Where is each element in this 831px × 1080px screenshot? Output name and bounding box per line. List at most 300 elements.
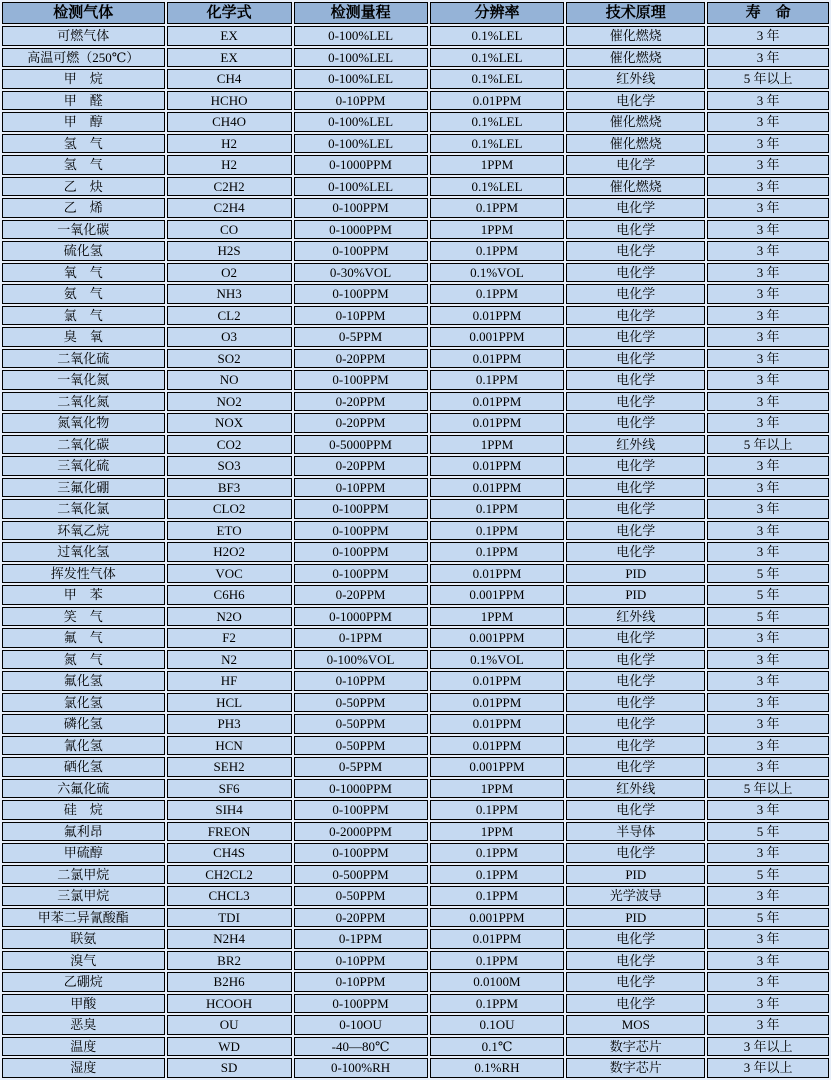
cell-formula: ETO: [167, 521, 292, 541]
cell-formula: C2H2: [167, 177, 292, 197]
table-row: [2, 499, 829, 519]
cell-range: 0-5PPM: [294, 757, 428, 777]
cell-principle: PID: [566, 585, 705, 605]
cell-range: 0-50PPM: [294, 886, 428, 906]
cell-range: 0-500PPM: [294, 865, 428, 885]
cell-gas-name: 氟 气: [2, 628, 165, 648]
table-row: [2, 865, 829, 885]
cell-range: 0-100PPM: [294, 241, 428, 261]
cell-principle: 电化学: [566, 972, 705, 992]
cell-lifespan: 3 年: [707, 134, 829, 154]
cell-resolution: 1PPM: [430, 779, 565, 799]
cell-formula: H2O2: [167, 542, 292, 562]
cell-gas-name: 臭 氧: [2, 327, 165, 347]
column-header-3: 检测量程: [294, 2, 428, 24]
cell-resolution: 0.1PPM: [430, 542, 565, 562]
cell-formula: EX: [167, 48, 292, 68]
cell-lifespan: 3 年: [707, 48, 829, 68]
cell-lifespan: 3 年: [707, 542, 829, 562]
table-row: [2, 650, 829, 670]
cell-principle: 红外线: [566, 435, 705, 455]
cell-formula: WD: [167, 1037, 292, 1057]
table-row: [2, 585, 829, 605]
cell-range: 0-100PPM: [294, 843, 428, 863]
table-row: [2, 1015, 829, 1035]
cell-formula: SF6: [167, 779, 292, 799]
cell-gas-name: 二氧化硫: [2, 349, 165, 369]
cell-formula: N2O: [167, 607, 292, 627]
cell-range: 0-100%LEL: [294, 177, 428, 197]
cell-resolution: 0.01PPM: [430, 306, 565, 326]
cell-resolution: 0.1℃: [430, 1037, 565, 1057]
cell-range: 0-10PPM: [294, 951, 428, 971]
cell-formula: OU: [167, 1015, 292, 1035]
cell-range: 0-50PPM: [294, 736, 428, 756]
cell-resolution: 0.01PPM: [430, 929, 565, 949]
cell-resolution: 0.001PPM: [430, 757, 565, 777]
cell-principle: PID: [566, 865, 705, 885]
cell-resolution: 0.01PPM: [430, 392, 565, 412]
cell-formula: NH3: [167, 284, 292, 304]
cell-lifespan: 3 年: [707, 800, 829, 820]
cell-gas-name: 温度: [2, 1037, 165, 1057]
cell-principle: PID: [566, 908, 705, 928]
cell-gas-name: 硫化氢: [2, 241, 165, 261]
cell-formula: H2S: [167, 241, 292, 261]
cell-formula: BR2: [167, 951, 292, 971]
cell-principle: 数字芯片: [566, 1058, 705, 1078]
cell-lifespan: 3 年: [707, 112, 829, 132]
table-row: [2, 564, 829, 584]
cell-range: 0-30%VOL: [294, 263, 428, 283]
cell-lifespan: 5 年: [707, 564, 829, 584]
cell-lifespan: 3 年: [707, 456, 829, 476]
cell-range: 0-50PPM: [294, 714, 428, 734]
cell-formula: CO: [167, 220, 292, 240]
cell-range: 0-1000PPM: [294, 779, 428, 799]
table-row: [2, 456, 829, 476]
cell-range: 0-100PPM: [294, 800, 428, 820]
cell-range: 0-10PPM: [294, 306, 428, 326]
cell-gas-name: 乙 烯: [2, 198, 165, 218]
table-row: [2, 607, 829, 627]
cell-principle: 电化学: [566, 220, 705, 240]
cell-gas-name: 二氯甲烷: [2, 865, 165, 885]
table-row: [2, 843, 829, 863]
cell-principle: 红外线: [566, 69, 705, 89]
column-header-6: 寿 命: [707, 2, 829, 24]
column-header-2: 化学式: [167, 2, 292, 24]
cell-lifespan: 3 年: [707, 263, 829, 283]
cell-resolution: 0.01PPM: [430, 736, 565, 756]
cell-principle: 催化燃烧: [566, 26, 705, 46]
cell-resolution: 1PPM: [430, 220, 565, 240]
cell-gas-name: 高温可燃（250℃）: [2, 48, 165, 68]
cell-lifespan: 5 年: [707, 585, 829, 605]
cell-principle: 电化学: [566, 929, 705, 949]
cell-range: 0-100%LEL: [294, 112, 428, 132]
cell-resolution: 0.01PPM: [430, 671, 565, 691]
table-row: [2, 800, 829, 820]
cell-lifespan: 3 年: [707, 155, 829, 175]
table-row: [2, 220, 829, 240]
table-row: [2, 478, 829, 498]
cell-formula: CH4S: [167, 843, 292, 863]
table-row: [2, 91, 829, 111]
cell-lifespan: 3 年: [707, 91, 829, 111]
cell-gas-name: 乙硼烷: [2, 972, 165, 992]
cell-range: 0-20PPM: [294, 456, 428, 476]
cell-gas-name: 甲 醇: [2, 112, 165, 132]
cell-resolution: 1PPM: [430, 435, 565, 455]
cell-formula: BF3: [167, 478, 292, 498]
cell-principle: 电化学: [566, 542, 705, 562]
cell-resolution: 0.001PPM: [430, 628, 565, 648]
cell-gas-name: 联氨: [2, 929, 165, 949]
cell-gas-name: 挥发性气体: [2, 564, 165, 584]
cell-resolution: 0.1PPM: [430, 843, 565, 863]
cell-resolution: 0.1%LEL: [430, 69, 565, 89]
cell-principle: 电化学: [566, 843, 705, 863]
cell-gas-name: 二氧化碳: [2, 435, 165, 455]
cell-principle: 电化学: [566, 951, 705, 971]
cell-formula: HF: [167, 671, 292, 691]
cell-gas-name: 甲酸: [2, 994, 165, 1014]
cell-principle: 电化学: [566, 91, 705, 111]
cell-range: 0-100%LEL: [294, 134, 428, 154]
cell-lifespan: 3 年: [707, 284, 829, 304]
cell-resolution: 0.001PPM: [430, 327, 565, 347]
cell-gas-name: 三氟化硼: [2, 478, 165, 498]
cell-formula: SD: [167, 1058, 292, 1078]
cell-principle: 电化学: [566, 370, 705, 390]
cell-lifespan: 3 年: [707, 499, 829, 519]
cell-resolution: 0.01PPM: [430, 478, 565, 498]
table-row: [2, 779, 829, 799]
column-header-1: 检测气体: [2, 2, 165, 24]
cell-gas-name: 一氧化氮: [2, 370, 165, 390]
cell-lifespan: 3 年: [707, 392, 829, 412]
cell-lifespan: 3 年: [707, 628, 829, 648]
cell-lifespan: 3 年: [707, 306, 829, 326]
table-row: [2, 392, 829, 412]
cell-gas-name: 恶臭: [2, 1015, 165, 1035]
table-row: [2, 886, 829, 906]
cell-lifespan: 3 年: [707, 994, 829, 1014]
table-row: [2, 542, 829, 562]
cell-lifespan: 5 年: [707, 865, 829, 885]
table-row: [2, 370, 829, 390]
cell-principle: 电化学: [566, 521, 705, 541]
cell-resolution: 0.1PPM: [430, 521, 565, 541]
cell-range: 0-100PPM: [294, 198, 428, 218]
table-row: [2, 284, 829, 304]
cell-range: 0-10PPM: [294, 91, 428, 111]
cell-lifespan: 3 年: [707, 929, 829, 949]
cell-lifespan: 3 年: [707, 478, 829, 498]
cell-gas-name: 氨 气: [2, 284, 165, 304]
cell-principle: 电化学: [566, 628, 705, 648]
cell-lifespan: 3 年: [707, 220, 829, 240]
cell-range: 0-100%LEL: [294, 69, 428, 89]
cell-gas-name: 乙 炔: [2, 177, 165, 197]
cell-gas-name: 硒化氢: [2, 757, 165, 777]
cell-principle: 电化学: [566, 757, 705, 777]
cell-lifespan: 5 年: [707, 607, 829, 627]
cell-formula: CH4O: [167, 112, 292, 132]
cell-resolution: 0.1%LEL: [430, 48, 565, 68]
cell-gas-name: 甲 醛: [2, 91, 165, 111]
cell-gas-name: 硅 烷: [2, 800, 165, 820]
table-header: [2, 2, 829, 24]
cell-gas-name: 笑 气: [2, 607, 165, 627]
cell-lifespan: 3 年: [707, 886, 829, 906]
cell-principle: 催化燃烧: [566, 134, 705, 154]
cell-lifespan: 3 年: [707, 327, 829, 347]
cell-range: 0-20PPM: [294, 413, 428, 433]
cell-lifespan: 3 年: [707, 693, 829, 713]
cell-principle: MOS: [566, 1015, 705, 1035]
cell-principle: 电化学: [566, 800, 705, 820]
cell-formula: CL2: [167, 306, 292, 326]
cell-formula: SEH2: [167, 757, 292, 777]
cell-principle: 数字芯片: [566, 1037, 705, 1057]
cell-range: 0-20PPM: [294, 585, 428, 605]
cell-lifespan: 5 年以上: [707, 779, 829, 799]
cell-principle: 电化学: [566, 306, 705, 326]
cell-resolution: 1PPM: [430, 822, 565, 842]
table-row: [2, 929, 829, 949]
cell-lifespan: 3 年: [707, 1015, 829, 1035]
cell-formula: NOX: [167, 413, 292, 433]
cell-formula: SO3: [167, 456, 292, 476]
cell-formula: CH2CL2: [167, 865, 292, 885]
cell-gas-name: 甲硫醇: [2, 843, 165, 863]
cell-gas-name: 甲 烷: [2, 69, 165, 89]
cell-formula: FREON: [167, 822, 292, 842]
cell-resolution: 0.1PPM: [430, 994, 565, 1014]
cell-range: 0-1000PPM: [294, 220, 428, 240]
cell-principle: 电化学: [566, 499, 705, 519]
table-row: [2, 134, 829, 154]
cell-range: -40—80℃: [294, 1037, 428, 1057]
cell-principle: 电化学: [566, 241, 705, 261]
table-row: [2, 241, 829, 261]
cell-gas-name: 氮 气: [2, 650, 165, 670]
cell-formula: H2: [167, 134, 292, 154]
cell-range: 0-100%RH: [294, 1058, 428, 1078]
cell-resolution: 0.01PPM: [430, 714, 565, 734]
cell-gas-name: 环氧乙烷: [2, 521, 165, 541]
cell-principle: 电化学: [566, 155, 705, 175]
cell-range: 0-20PPM: [294, 908, 428, 928]
cell-range: 0-10OU: [294, 1015, 428, 1035]
cell-lifespan: 3 年: [707, 241, 829, 261]
cell-gas-name: 六氟化硫: [2, 779, 165, 799]
cell-resolution: 0.1PPM: [430, 284, 565, 304]
cell-range: 0-10PPM: [294, 671, 428, 691]
cell-formula: SO2: [167, 349, 292, 369]
cell-lifespan: 5 年以上: [707, 435, 829, 455]
cell-formula: NO2: [167, 392, 292, 412]
cell-range: 0-100%LEL: [294, 48, 428, 68]
cell-resolution: 0.01PPM: [430, 693, 565, 713]
cell-gas-name: 氯 气: [2, 306, 165, 326]
cell-principle: 半导体: [566, 822, 705, 842]
cell-formula: O2: [167, 263, 292, 283]
cell-formula: PH3: [167, 714, 292, 734]
cell-range: 0-100PPM: [294, 994, 428, 1014]
table-row: [2, 714, 829, 734]
cell-resolution: 0.1%VOL: [430, 263, 565, 283]
cell-lifespan: 3 年: [707, 26, 829, 46]
cell-lifespan: 3 年: [707, 413, 829, 433]
table-row: [2, 671, 829, 691]
cell-formula: F2: [167, 628, 292, 648]
cell-gas-name: 溴气: [2, 951, 165, 971]
cell-formula: HCHO: [167, 91, 292, 111]
cell-resolution: 0.1%LEL: [430, 112, 565, 132]
cell-formula: CHCL3: [167, 886, 292, 906]
cell-range: 0-1000PPM: [294, 607, 428, 627]
cell-formula: CH4: [167, 69, 292, 89]
table-row: [2, 48, 829, 68]
table-row: [2, 435, 829, 455]
cell-lifespan: 5 年: [707, 908, 829, 928]
cell-range: 0-2000PPM: [294, 822, 428, 842]
cell-principle: 电化学: [566, 650, 705, 670]
cell-formula: EX: [167, 26, 292, 46]
cell-resolution: 0.1%LEL: [430, 26, 565, 46]
cell-range: 0-10PPM: [294, 972, 428, 992]
cell-range: 0-100PPM: [294, 542, 428, 562]
cell-lifespan: 3 年: [707, 650, 829, 670]
column-header-5: 技术原理: [566, 2, 705, 24]
cell-gas-name: 氟利昂: [2, 822, 165, 842]
cell-principle: 光学波导: [566, 886, 705, 906]
cell-lifespan: 3 年: [707, 177, 829, 197]
cell-principle: 电化学: [566, 349, 705, 369]
cell-formula: HCN: [167, 736, 292, 756]
cell-principle: 电化学: [566, 994, 705, 1014]
cell-resolution: 0.1%RH: [430, 1058, 565, 1078]
cell-gas-name: 氮氧化物: [2, 413, 165, 433]
cell-lifespan: 3 年: [707, 198, 829, 218]
cell-formula: N2: [167, 650, 292, 670]
table-row: [2, 349, 829, 369]
cell-resolution: 0.1PPM: [430, 886, 565, 906]
cell-formula: CO2: [167, 435, 292, 455]
table-row: [2, 693, 829, 713]
cell-lifespan: 5 年: [707, 822, 829, 842]
cell-formula: SIH4: [167, 800, 292, 820]
cell-principle: 催化燃烧: [566, 48, 705, 68]
cell-resolution: 0.1%LEL: [430, 134, 565, 154]
cell-gas-name: 三氯甲烷: [2, 886, 165, 906]
table-row: [2, 413, 829, 433]
cell-gas-name: 氢 气: [2, 155, 165, 175]
cell-formula: NO: [167, 370, 292, 390]
cell-resolution: 0.1%LEL: [430, 177, 565, 197]
column-header-4: 分辨率: [430, 2, 565, 24]
table-row: [2, 757, 829, 777]
table-row: [2, 972, 829, 992]
cell-resolution: 0.1PPM: [430, 198, 565, 218]
cell-lifespan: 3 年: [707, 736, 829, 756]
cell-range: 0-1PPM: [294, 628, 428, 648]
cell-lifespan: 3 年: [707, 349, 829, 369]
cell-range: 0-1PPM: [294, 929, 428, 949]
cell-principle: 电化学: [566, 736, 705, 756]
cell-lifespan: 3 年: [707, 972, 829, 992]
table-row: [2, 198, 829, 218]
table-row: [2, 736, 829, 756]
cell-resolution: 0.1PPM: [430, 499, 565, 519]
cell-principle: 红外线: [566, 779, 705, 799]
cell-lifespan: 3 年: [707, 951, 829, 971]
cell-resolution: 0.1PPM: [430, 800, 565, 820]
cell-gas-name: 氯化氢: [2, 693, 165, 713]
cell-resolution: 0.1PPM: [430, 370, 565, 390]
table-body: [2, 26, 829, 1078]
cell-principle: 电化学: [566, 263, 705, 283]
cell-lifespan: 3 年: [707, 843, 829, 863]
cell-resolution: 0.01PPM: [430, 91, 565, 111]
cell-gas-name: 甲 苯: [2, 585, 165, 605]
cell-range: 0-10PPM: [294, 478, 428, 498]
cell-principle: 电化学: [566, 671, 705, 691]
cell-formula: CLO2: [167, 499, 292, 519]
cell-resolution: 0.1PPM: [430, 241, 565, 261]
cell-principle: 催化燃烧: [566, 112, 705, 132]
cell-formula: H2: [167, 155, 292, 175]
cell-formula: VOC: [167, 564, 292, 584]
cell-gas-name: 二氧化氯: [2, 499, 165, 519]
cell-gas-name: 甲苯二异氰酸酯: [2, 908, 165, 928]
table-row: [2, 327, 829, 347]
cell-gas-name: 氢 气: [2, 134, 165, 154]
table-row: [2, 263, 829, 283]
cell-principle: 电化学: [566, 456, 705, 476]
cell-lifespan: 3 年以上: [707, 1037, 829, 1057]
cell-range: 0-100%LEL: [294, 26, 428, 46]
cell-resolution: 0.01PPM: [430, 413, 565, 433]
cell-range: 0-5PPM: [294, 327, 428, 347]
cell-gas-name: 氰化氢: [2, 736, 165, 756]
cell-formula: HCOOH: [167, 994, 292, 1014]
cell-principle: 电化学: [566, 413, 705, 433]
table-row: [2, 155, 829, 175]
cell-formula: C2H4: [167, 198, 292, 218]
table-row: [2, 628, 829, 648]
cell-formula: N2H4: [167, 929, 292, 949]
cell-gas-name: 磷化氢: [2, 714, 165, 734]
cell-resolution: 0.01PPM: [430, 564, 565, 584]
cell-formula: C6H6: [167, 585, 292, 605]
cell-lifespan: 3 年以上: [707, 1058, 829, 1078]
cell-range: 0-100PPM: [294, 370, 428, 390]
cell-gas-name: 三氧化硫: [2, 456, 165, 476]
cell-resolution: 1PPM: [430, 155, 565, 175]
cell-principle: 电化学: [566, 284, 705, 304]
cell-principle: PID: [566, 564, 705, 584]
cell-principle: 红外线: [566, 607, 705, 627]
cell-formula: O3: [167, 327, 292, 347]
table-row: [2, 521, 829, 541]
cell-range: 0-100PPM: [294, 499, 428, 519]
table-row: [2, 306, 829, 326]
cell-formula: B2H6: [167, 972, 292, 992]
